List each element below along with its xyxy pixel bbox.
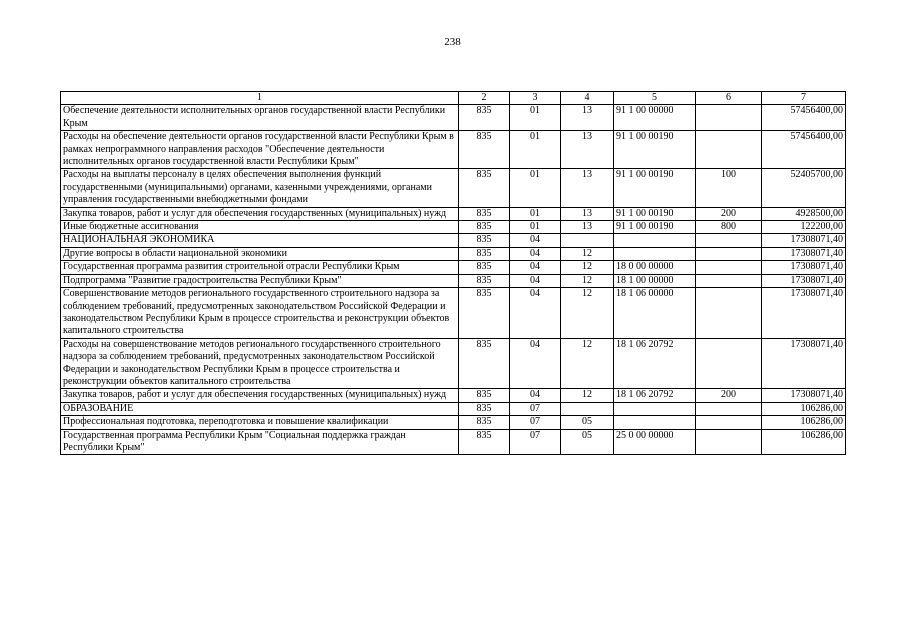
expense-type-code xyxy=(696,429,762,455)
row-name: Государственная программа развития строительной отрасли Республики Крым xyxy=(61,261,459,274)
ministry-code: 835 xyxy=(459,402,510,415)
amount: 17308071,40 xyxy=(762,261,846,274)
row-name: Обеспечение деятельности исполнительных органов государственной власти Республики Крым xyxy=(61,105,459,131)
subsection-code: 13 xyxy=(561,221,614,234)
target-item-code: 18 1 06 20792 xyxy=(614,389,696,402)
ministry-code: 835 xyxy=(459,105,510,131)
target-item-code xyxy=(614,402,696,415)
amount: 17308071,40 xyxy=(762,274,846,287)
target-item-code: 18 0 00 00000 xyxy=(614,261,696,274)
row-name: Подпрограмма "Развитие градостроительства Республики Крым" xyxy=(61,274,459,287)
section-code: 04 xyxy=(510,288,561,339)
table-row xyxy=(61,221,846,234)
amount: 17308071,40 xyxy=(762,338,846,389)
ministry-code: 835 xyxy=(459,274,510,287)
expense-type-code xyxy=(696,234,762,247)
ministry-code: 835 xyxy=(459,131,510,169)
subsection-code: 12 xyxy=(561,261,614,274)
amount: 17308071,40 xyxy=(762,389,846,402)
ministry-code: 835 xyxy=(459,338,510,389)
subsection-code: 05 xyxy=(561,429,614,455)
table-row xyxy=(61,207,846,220)
amount: 17308071,40 xyxy=(762,247,846,260)
budget-table xyxy=(60,91,846,455)
column-header: 6 xyxy=(696,92,762,105)
section-code: 04 xyxy=(510,338,561,389)
page-number: 238 xyxy=(444,36,461,48)
target-item-code: 25 0 00 00000 xyxy=(614,429,696,455)
section-code: 01 xyxy=(510,207,561,220)
section-code: 01 xyxy=(510,169,561,207)
subsection-code: 05 xyxy=(561,416,614,429)
row-name: Расходы на совершенствование методов регионального государственного строительного надзора за соблюдением требований, предусмотренных законодательством Российской Федерации и законодательством Республики Крым в процессе строительства и реконструкции объектов капитального строительства xyxy=(61,338,459,389)
table-row xyxy=(61,274,846,287)
row-name: НАЦИОНАЛЬНАЯ ЭКОНОМИКА xyxy=(61,234,459,247)
table-row xyxy=(61,131,846,169)
section-code: 04 xyxy=(510,261,561,274)
row-name: Другие вопросы в области национальной экономики xyxy=(61,247,459,260)
table-row xyxy=(61,429,846,455)
target-item-code: 18 1 06 00000 xyxy=(614,288,696,339)
expense-type-code xyxy=(696,105,762,131)
section-code: 07 xyxy=(510,416,561,429)
section-code: 01 xyxy=(510,105,561,131)
expense-type-code xyxy=(696,274,762,287)
ministry-code: 835 xyxy=(459,429,510,455)
column-header: 4 xyxy=(561,92,614,105)
row-name: Расходы на выплаты персоналу в целях обеспечения выполнения функций государственными (муниципальными) органами, казенными учреждениями, органами управления государственными внебюджетными фондами xyxy=(61,169,459,207)
expense-type-code: 100 xyxy=(696,169,762,207)
table-row xyxy=(61,234,846,247)
table-row xyxy=(61,389,846,402)
subsection-code xyxy=(561,234,614,247)
row-name: Расходы на обеспечение деятельности органов государственной власти Республики Крым в рамках непрограммного направления расходов "Обеспечение деятельности исполнительных органов государственной власти Республики Крым" xyxy=(61,131,459,169)
column-header: 3 xyxy=(510,92,561,105)
section-code: 04 xyxy=(510,389,561,402)
expense-type-code xyxy=(696,247,762,260)
table-row xyxy=(61,261,846,274)
table-row xyxy=(61,247,846,260)
ministry-code: 835 xyxy=(459,247,510,260)
target-item-code: 18 1 06 20792 xyxy=(614,338,696,389)
row-name: Государственная программа Республики Крым "Социальная поддержка граждан Республики Крым" xyxy=(61,429,459,455)
target-item-code: 91 1 00 00190 xyxy=(614,207,696,220)
subsection-code: 12 xyxy=(561,338,614,389)
target-item-code: 91 1 00 00190 xyxy=(614,131,696,169)
column-header: 2 xyxy=(459,92,510,105)
row-name: Закупка товаров, работ и услуг для обеспечения государственных (муниципальных) нужд xyxy=(61,389,459,402)
subsection-code: 13 xyxy=(561,169,614,207)
amount: 122200,00 xyxy=(762,221,846,234)
amount: 106286,00 xyxy=(762,429,846,455)
section-code: 04 xyxy=(510,247,561,260)
amount: 17308071,40 xyxy=(762,234,846,247)
amount: 106286,00 xyxy=(762,402,846,415)
ministry-code: 835 xyxy=(459,389,510,402)
target-item-code: 91 1 00 00190 xyxy=(614,221,696,234)
amount: 106286,00 xyxy=(762,416,846,429)
table-row xyxy=(61,169,846,207)
amount: 57456400,00 xyxy=(762,131,846,169)
table-row xyxy=(61,416,846,429)
ministry-code: 835 xyxy=(459,234,510,247)
subsection-code: 12 xyxy=(561,247,614,260)
subsection-code: 13 xyxy=(561,207,614,220)
expense-type-code: 200 xyxy=(696,389,762,402)
row-name: ОБРАЗОВАНИЕ xyxy=(61,402,459,415)
section-code: 07 xyxy=(510,429,561,455)
target-item-code xyxy=(614,234,696,247)
column-header: 1 xyxy=(61,92,459,105)
ministry-code: 835 xyxy=(459,288,510,339)
expense-type-code: 200 xyxy=(696,207,762,220)
section-code: 01 xyxy=(510,131,561,169)
subsection-code: 12 xyxy=(561,274,614,287)
section-code: 07 xyxy=(510,402,561,415)
column-header: 5 xyxy=(614,92,696,105)
amount: 57456400,00 xyxy=(762,105,846,131)
subsection-code: 12 xyxy=(561,288,614,339)
expense-type-code xyxy=(696,261,762,274)
section-code: 01 xyxy=(510,221,561,234)
target-item-code: 18 1 00 00000 xyxy=(614,274,696,287)
table-row xyxy=(61,105,846,131)
subsection-code: 12 xyxy=(561,389,614,402)
table-body xyxy=(61,105,846,455)
table-row xyxy=(61,338,846,389)
table-row xyxy=(61,288,846,339)
section-code: 04 xyxy=(510,234,561,247)
target-item-code: 91 1 00 00000 xyxy=(614,105,696,131)
expense-type-code xyxy=(696,338,762,389)
target-item-code: 91 1 00 00190 xyxy=(614,169,696,207)
ministry-code: 835 xyxy=(459,221,510,234)
row-name: Профессиональная подготовка, переподготовка и повышение квалификации xyxy=(61,416,459,429)
amount: 52405700,00 xyxy=(762,169,846,207)
ministry-code: 835 xyxy=(459,207,510,220)
expense-type-code: 800 xyxy=(696,221,762,234)
ministry-code: 835 xyxy=(459,169,510,207)
row-name: Закупка товаров, работ и услуг для обеспечения государственных (муниципальных) нужд xyxy=(61,207,459,220)
amount: 4928500,00 xyxy=(762,207,846,220)
column-header: 7 xyxy=(762,92,846,105)
row-name: Совершенствование методов регионального государственного строительного надзора за соблюдением требований, предусмотренных законодательством Российской Федерации и законодательством Республики Крым в процессе строительства и реконструкции объектов капитального строительства xyxy=(61,288,459,339)
table-row xyxy=(61,402,846,415)
expense-type-code xyxy=(696,131,762,169)
amount: 17308071,40 xyxy=(762,288,846,339)
target-item-code xyxy=(614,247,696,260)
expense-type-code xyxy=(696,288,762,339)
subsection-code xyxy=(561,402,614,415)
expense-type-code xyxy=(696,402,762,415)
expense-type-code xyxy=(696,416,762,429)
ministry-code: 835 xyxy=(459,261,510,274)
header-row xyxy=(61,92,846,105)
target-item-code xyxy=(614,416,696,429)
subsection-code: 13 xyxy=(561,105,614,131)
row-name: Иные бюджетные ассигнования xyxy=(61,221,459,234)
subsection-code: 13 xyxy=(561,131,614,169)
section-code: 04 xyxy=(510,274,561,287)
ministry-code: 835 xyxy=(459,416,510,429)
